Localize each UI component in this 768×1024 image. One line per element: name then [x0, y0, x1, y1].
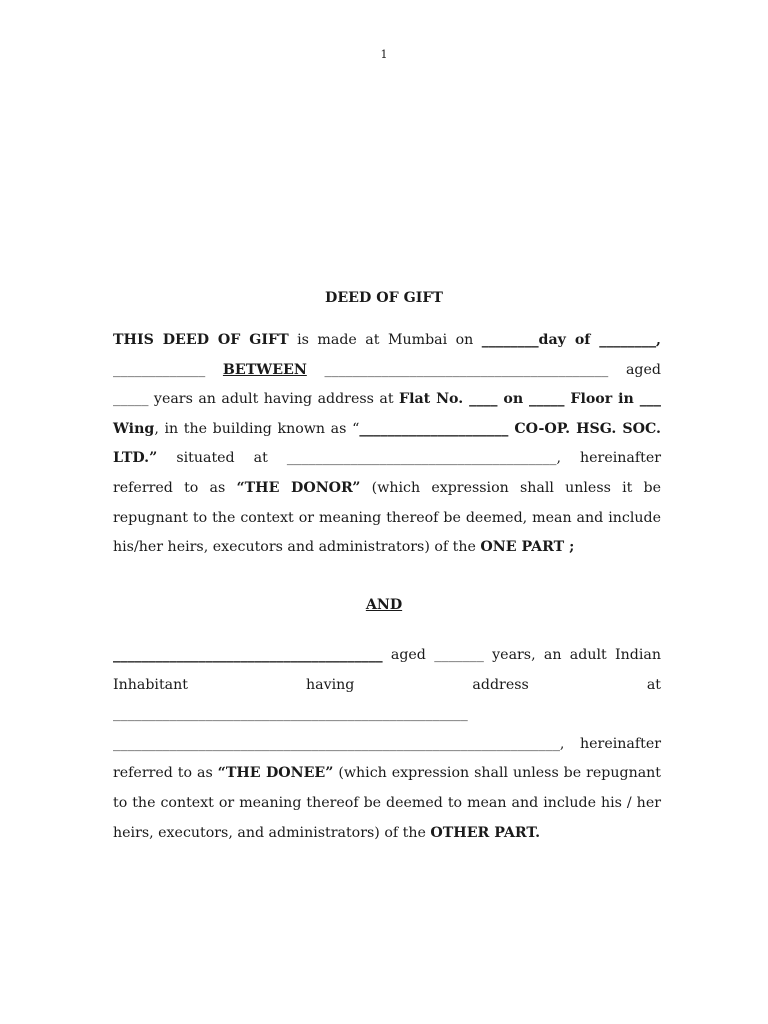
between-label: BETWEEN [222, 361, 307, 378]
donee-details-text: aged _______ years, an adult Indian Inhabitant having address at __________________________________________________ _______________________________________________________________, hereinafter referred to as [113, 647, 661, 782]
situated-text: situated at ______________________________________, hereinafter referred to as [113, 450, 661, 496]
donor-expression-text: (which expression shall unless it be repugnant to the context or meaning thereof be deemed, mean and include his/her heirs, executors and administrators) of the [113, 479, 662, 556]
and-heading: AND [365, 597, 403, 613]
donee-name-blank: ______________________________________ [113, 647, 383, 663]
donor-paragraph [113, 326, 661, 563]
one-part-label: ONE PART ; [480, 539, 575, 556]
date-blank: ________day of ________, [481, 332, 661, 348]
other-part-label: OTHER PART. [430, 824, 541, 841]
the-donor-label: “THE DONOR” [236, 479, 361, 496]
donee-paragraph [113, 641, 661, 848]
flat-details: Flat No. ____ on _____ Floor in ___ Wing [113, 391, 661, 437]
society-name: _____________________ CO-OP. HSG. SOC. LTD.” [113, 420, 661, 467]
building-intro-text: , in the building known as “ [154, 420, 360, 437]
deed-intro-bold: THIS DEED OF GIFT [113, 332, 289, 348]
page-number: 1 [380, 48, 388, 61]
donor-name-age-text: ________________________________________ aged _____ years an adult having address at [113, 361, 661, 408]
document-title: DEED OF GIFT [325, 290, 443, 306]
donor-prefix-blank: _____________ [113, 361, 223, 378]
deed-intro-text: is made at Mumbai on [288, 332, 482, 348]
the-donee-label: “THE DONEE” [217, 765, 334, 782]
donee-expression-text: (which expression shall unless be repugnant to the context or meaning thereof be deemed to mean and include his / her heirs, executors, and administrators) of the [113, 765, 662, 841]
